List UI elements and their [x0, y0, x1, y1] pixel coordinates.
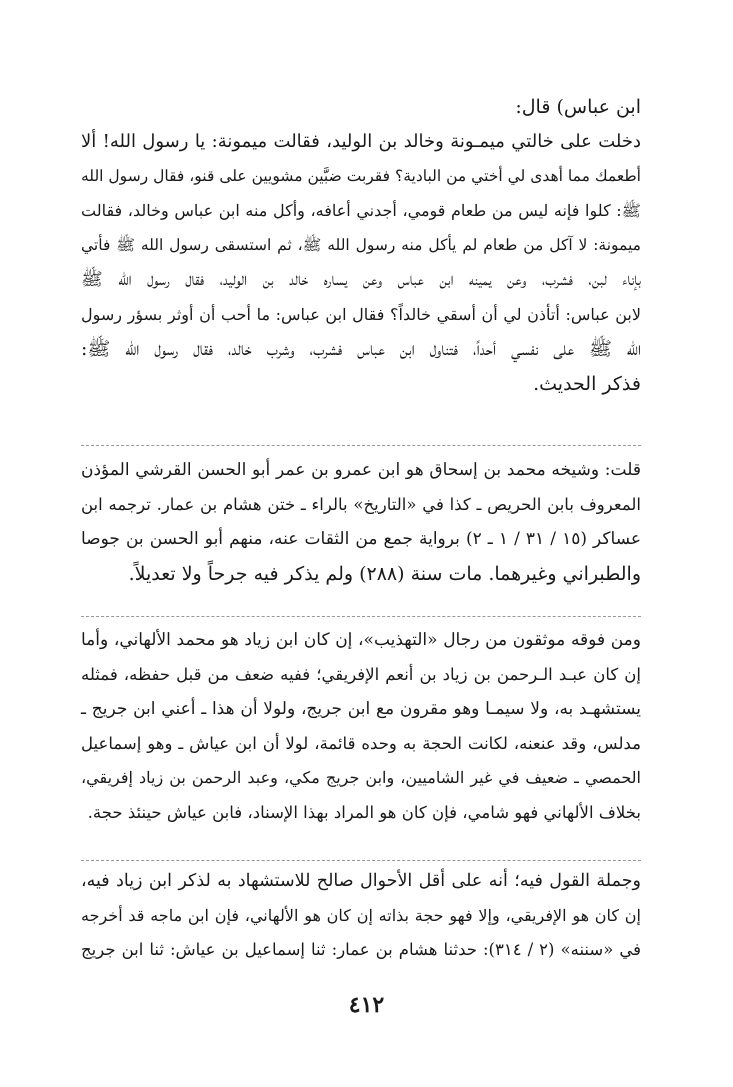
section-divider [81, 860, 641, 862]
text-line: ميمونة: لا آكل من طعام لم يأكل منه رسول الله ﷺ، ثم استسقى رسول الله ﷺ فأتي [81, 236, 641, 255]
paragraph-hadith-text [81, 92, 641, 403]
text-line: إن كان عبـد الـرحمن بن زياد بن أنعم الإفريقي؛ ففيه ضعف من قبل حفظه، فمثله [81, 664, 641, 684]
text-line: ﷺ: كلوا فإنه ليس من طعام قومي، أجدني أعافه، وأكل منه ابن عباس وخالد، فقالت [81, 200, 641, 220]
text-line: مدلس، وقد عنعنه، لكانت الحجة به وحده قائمة، لولا أن ابن عياش ـ وهو إسماعيل [81, 733, 641, 753]
text-line: وجملة القول فيه؛ أنه على أقل الأحوال صالح للاستشهاد به لذكر ابن زياد فيه، [81, 871, 641, 891]
paragraph-conclusion [81, 866, 641, 970]
page-number: ٤١٢ [348, 992, 385, 1018]
text-line: الحمصي ـ ضعيف في غير الشاميين، وابن جريج مكي، وعبد الرحمن بن زياد إفريقي، [81, 768, 641, 788]
section-divider [81, 616, 641, 618]
text-line: عساكر (١٥ / ٣١ / ١ ـ ٢) برواية جمع من الثقات عنه، منهم أبو الحسن بن جوصا [81, 529, 641, 550]
text-line: الله ﷺ على نفسي أحداً، فتناول ابن عباس فشرب، وشرب خالد، فقال رسول الله ﷺ: [81, 338, 641, 361]
text-line: دخلت على خالتي ميمـونة وخالد بن الوليد، فقالت ميمونة: يا رسول الله! ألا [81, 130, 641, 152]
text-line: أطعمك مما أهدى لي أختي من البادية؟ فقربت ضبَّين مشويين على قنو، فقال رسول الله [81, 167, 641, 186]
section-divider [81, 445, 641, 447]
text-line: يستشهـد به، ولا سيمـا وهو مقرون مع ابن جريج، ولولا أن هذا ـ أعني ابن جريج ـ [81, 699, 641, 720]
paragraph-narrators-assessment [81, 625, 641, 833]
text-line: ابن عباس) قال: [515, 96, 641, 118]
text-line: ومن فوقه موثقون من رجال «التهذيب»، إن كان ابن زياد هو محمد الألهاني، وأما [81, 630, 641, 650]
text-line: إن كان هو الإفريقي، وإلا فهو حجة بذاته إن كان هو الألهاني، فإن ابن ماجه قد أخرجه [81, 905, 641, 925]
text-line: بإناء لبن، فشرب، وعن يمينه ابن عباس وعن يساره خالد بن الوليد، فقال رسول الله ﷺ [81, 268, 641, 290]
paragraph-sheikh-commentary [81, 455, 641, 593]
text-line: قلت: وشيخه محمد بن إسحاق هو ابن عمرو بن عمر أبو الحسن القرشي المؤذن [81, 460, 641, 480]
text-line: فذكر الحديث. [533, 372, 641, 395]
text-line: في «سننه» (٢ / ٣١٤): حدثنا هشام بن عمار: ثنا إسماعيل بن عياش: ثنا ابن جريج [81, 940, 641, 960]
text-line: لابن عباس: أتأذن لي أن أسقي خالداً؟ فقال ابن عباس: ما أحب أن أوثر بسؤر رسول [81, 304, 641, 324]
text-line: والطبراني وغيرهما. مات سنة (٢٨٨) ولم يذكر فيه جرحاً ولا تعديلاً. [128, 562, 641, 585]
text-line: المعروف بابن الحريص ـ كذا في «التاريخ» بالراء ـ ختن هشام بن عمار. ترجمه ابن [81, 494, 641, 514]
text-line: بخلاف الألهاني فهو شامي، فإن كان هو المراد بهذا الإسناد، فابن عياش حينئذ حجة. [87, 802, 641, 822]
